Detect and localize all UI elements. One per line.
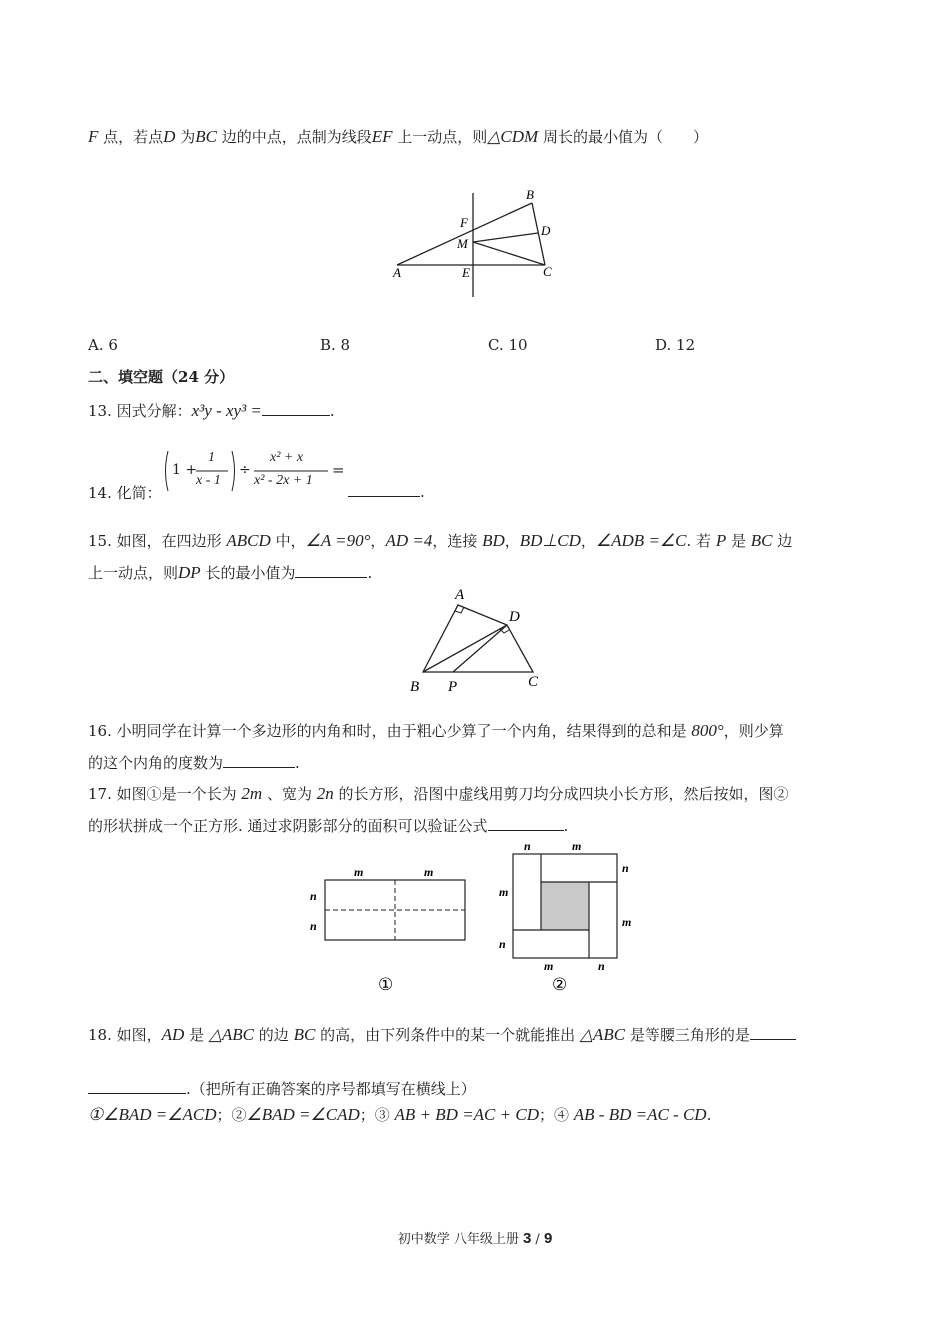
q15-l1e: ， <box>370 532 386 550</box>
q17-line2 <box>88 815 568 836</box>
q12-s1: F <box>88 127 99 146</box>
q17-l1c: 、宽为 <box>262 785 317 803</box>
label-C: C <box>543 264 552 279</box>
q15-l1f: AD =4 <box>385 531 433 550</box>
q13 <box>88 400 335 421</box>
q17-l1b: 2m <box>241 784 263 803</box>
fig1-label-m-left: m <box>354 865 364 879</box>
q14-den1: x - 1 <box>196 473 221 488</box>
q17-l1d: 2n <box>316 784 334 803</box>
fig2-label-circle: ② <box>552 975 568 994</box>
q18-l1a: 18. 如图， <box>88 1026 162 1044</box>
fig2-label-m-right: m <box>622 915 632 929</box>
q17-line1 <box>88 783 789 804</box>
q14-expression <box>162 448 352 494</box>
q18-l1h: △ABC <box>579 1025 626 1044</box>
q18-l1i: 是等腰三角形的是 <box>625 1026 750 1044</box>
q18-l1c: 是 <box>184 1026 209 1044</box>
line-AB <box>397 203 532 265</box>
q16-l1b: 800° <box>691 721 724 740</box>
q12-s8: 上一动点，则 <box>392 128 488 146</box>
q18-sep1: ；② <box>216 1106 247 1124</box>
q15-l1n: P <box>715 531 727 550</box>
q15-l1j: BD⊥CD <box>519 531 581 550</box>
q15-l1c: 中， <box>270 532 306 550</box>
q18-sep3: ；④ <box>538 1106 574 1124</box>
q15-answer-blank[interactable] <box>295 563 367 578</box>
fig1-label-circle: ① <box>378 975 394 994</box>
line-DP <box>453 625 507 672</box>
q18-l1e: 的边 <box>254 1026 294 1044</box>
q17-l1a: 17. 如图①是一个长为 <box>88 785 242 803</box>
q18-l1b: AD <box>161 1025 185 1044</box>
q15-l1o: 是 <box>726 532 751 550</box>
q15-line1 <box>88 530 792 551</box>
q13-answer-blank[interactable] <box>262 401 330 416</box>
q14-div: ÷ <box>239 462 251 478</box>
section-title: 二、填空题（24 分） <box>88 368 235 386</box>
footer-text: 初中数学 八年级上册 <box>397 1232 523 1247</box>
q18-opt1: ①∠BAD =∠ACD <box>88 1105 217 1124</box>
q15-l1i: ， <box>504 532 520 550</box>
q14-den2: x² - 2x + 1 <box>254 473 313 488</box>
footer-page: 3 <box>522 1230 532 1247</box>
q12-s7: EF <box>371 127 393 146</box>
label-A: A <box>455 587 465 603</box>
q17-answer-blank[interactable] <box>488 816 564 831</box>
q12-s5: BC <box>195 127 217 146</box>
q15-l1l: ∠ADB =∠C <box>595 531 687 550</box>
q12-s3: D <box>163 127 176 146</box>
q18-l2a: .（把所有正确答案的序号都填写在横线上） <box>186 1080 476 1098</box>
q13-expr: x³y - xy³ = <box>191 401 262 420</box>
q16-answer-blank[interactable] <box>223 753 295 768</box>
q15-l1m: . 若 <box>686 532 716 550</box>
q12-s6: 边的中点，点制为线段 <box>216 128 372 146</box>
q16-line1 <box>88 720 784 741</box>
label-B: B <box>410 679 420 695</box>
fig2-label-m-left: m <box>499 885 509 899</box>
figure-q12 <box>385 185 565 305</box>
line-MD <box>473 233 538 242</box>
q18-l1d: △ABC <box>208 1025 255 1044</box>
q15-l2d: . <box>367 564 373 582</box>
figure-q15 <box>405 585 550 697</box>
footer-total: 9 <box>543 1230 553 1247</box>
q15-l2c: 长的最小值为 <box>200 564 296 582</box>
q14-prefix: 14. 化简： <box>88 484 162 502</box>
q12-s9: △CDM <box>487 127 539 146</box>
q18-answer-blank-1[interactable] <box>750 1025 796 1040</box>
page-footer <box>0 1228 950 1247</box>
q12-option-b: B. 8 <box>320 336 351 354</box>
q15-l2a: 上一动点，则 <box>88 564 179 582</box>
fig2-label-m-top: m <box>572 839 582 853</box>
q18-opt4: AB - BD =AC - CD <box>573 1105 707 1124</box>
fig2-label-m-bottom: m <box>544 959 554 973</box>
q15-l1b: ABCD <box>226 531 271 550</box>
q13-prefix: 13. 因式分解： <box>88 402 192 420</box>
label-M: M <box>457 236 468 251</box>
q15-l2b: DP <box>178 563 201 582</box>
label-P: P <box>448 679 458 695</box>
fig2-label-n-right: n <box>622 861 629 875</box>
label-C: C <box>528 674 539 690</box>
fig2-label-n-bottom: n <box>598 959 605 973</box>
q14-eq: = <box>332 461 345 479</box>
q15-l1h: BD <box>482 531 505 550</box>
q18-l1g: 的高，由下列条件中的某一个就能推出 <box>315 1026 580 1044</box>
q14-one: 1 + <box>172 462 198 478</box>
label-E: E <box>462 265 470 280</box>
q16-l1c: ，则少算 <box>723 722 784 740</box>
fig1-label-m-right: m <box>424 865 434 879</box>
label-D: D <box>541 223 551 238</box>
fig1-label-n-top: n <box>310 889 317 903</box>
q16-l2b: . <box>295 754 300 772</box>
q12-text <box>88 126 708 147</box>
q18-options <box>88 1104 711 1125</box>
q12-s10: 周长的最小值为（ ） <box>538 128 708 146</box>
q12-option-a: A. 6 <box>88 336 118 354</box>
fig1-label-n-bottom: n <box>310 919 317 933</box>
q14-answer-blank[interactable] <box>348 482 420 497</box>
label-A: A <box>393 265 401 280</box>
q14-answer <box>348 482 425 501</box>
q12-s4: 为 <box>175 128 196 146</box>
q12-s2: 点，若点 <box>98 128 164 146</box>
q15-l1a: 15. 如图，在四边形 <box>88 532 227 550</box>
q17-l2a: 的形状拼成一个正方形. 通过求阴影部分的面积可以验证公式 <box>88 817 488 835</box>
fig2-label-n-left: n <box>499 937 506 951</box>
q15-l1d: ∠A =90° <box>305 531 371 550</box>
fig2-shaded-square <box>541 882 589 930</box>
q13-suffix: . <box>329 402 335 420</box>
q14-suffix: . <box>420 483 425 501</box>
q18-l1f: BC <box>293 1025 316 1044</box>
q17-l1e: 的长方形，沿图中虚线用剪刀均分成四块小长方形，然后按如，图② <box>333 785 789 803</box>
q18-opt2: ∠BAD =∠CAD <box>246 1105 360 1124</box>
q15-l1p: BC <box>750 531 773 550</box>
label-F: F <box>460 215 468 230</box>
q18-line2 <box>88 1078 476 1099</box>
q18-line1 <box>88 1024 796 1045</box>
footer-sep: / <box>531 1232 544 1247</box>
q12-option-c: C. 10 <box>488 336 528 354</box>
q18-opt3: AB + BD =AC + CD <box>394 1105 539 1124</box>
q14-num2: x² + x <box>270 450 304 465</box>
q17-l2b: . <box>563 817 569 835</box>
q18-end: . <box>706 1106 712 1124</box>
q16-line2 <box>88 752 300 773</box>
q16-l2a: 的这个内角的度数为 <box>88 754 224 772</box>
q18-sep2: ；③ <box>359 1106 395 1124</box>
q15-line2 <box>88 562 372 583</box>
q14-num1: 1 <box>208 450 215 465</box>
q15-l1q: 边 <box>772 532 793 550</box>
fig2-label-n-topleft: n <box>524 839 531 853</box>
figure-q17 <box>300 838 650 1003</box>
label-D: D <box>509 609 520 625</box>
label-B: B <box>526 187 534 202</box>
q18-answer-blank-2[interactable] <box>88 1079 186 1094</box>
q15-l1k: ， <box>580 532 596 550</box>
q16-l1a: 16. 小明同学在计算一个多边形的内角和时，由于粗心少算了一个内角，结果得到的总和是 <box>88 722 692 740</box>
q12-option-d: D. 12 <box>655 336 696 354</box>
line-MC <box>473 242 545 265</box>
q15-l1g: ，连接 <box>432 532 483 550</box>
